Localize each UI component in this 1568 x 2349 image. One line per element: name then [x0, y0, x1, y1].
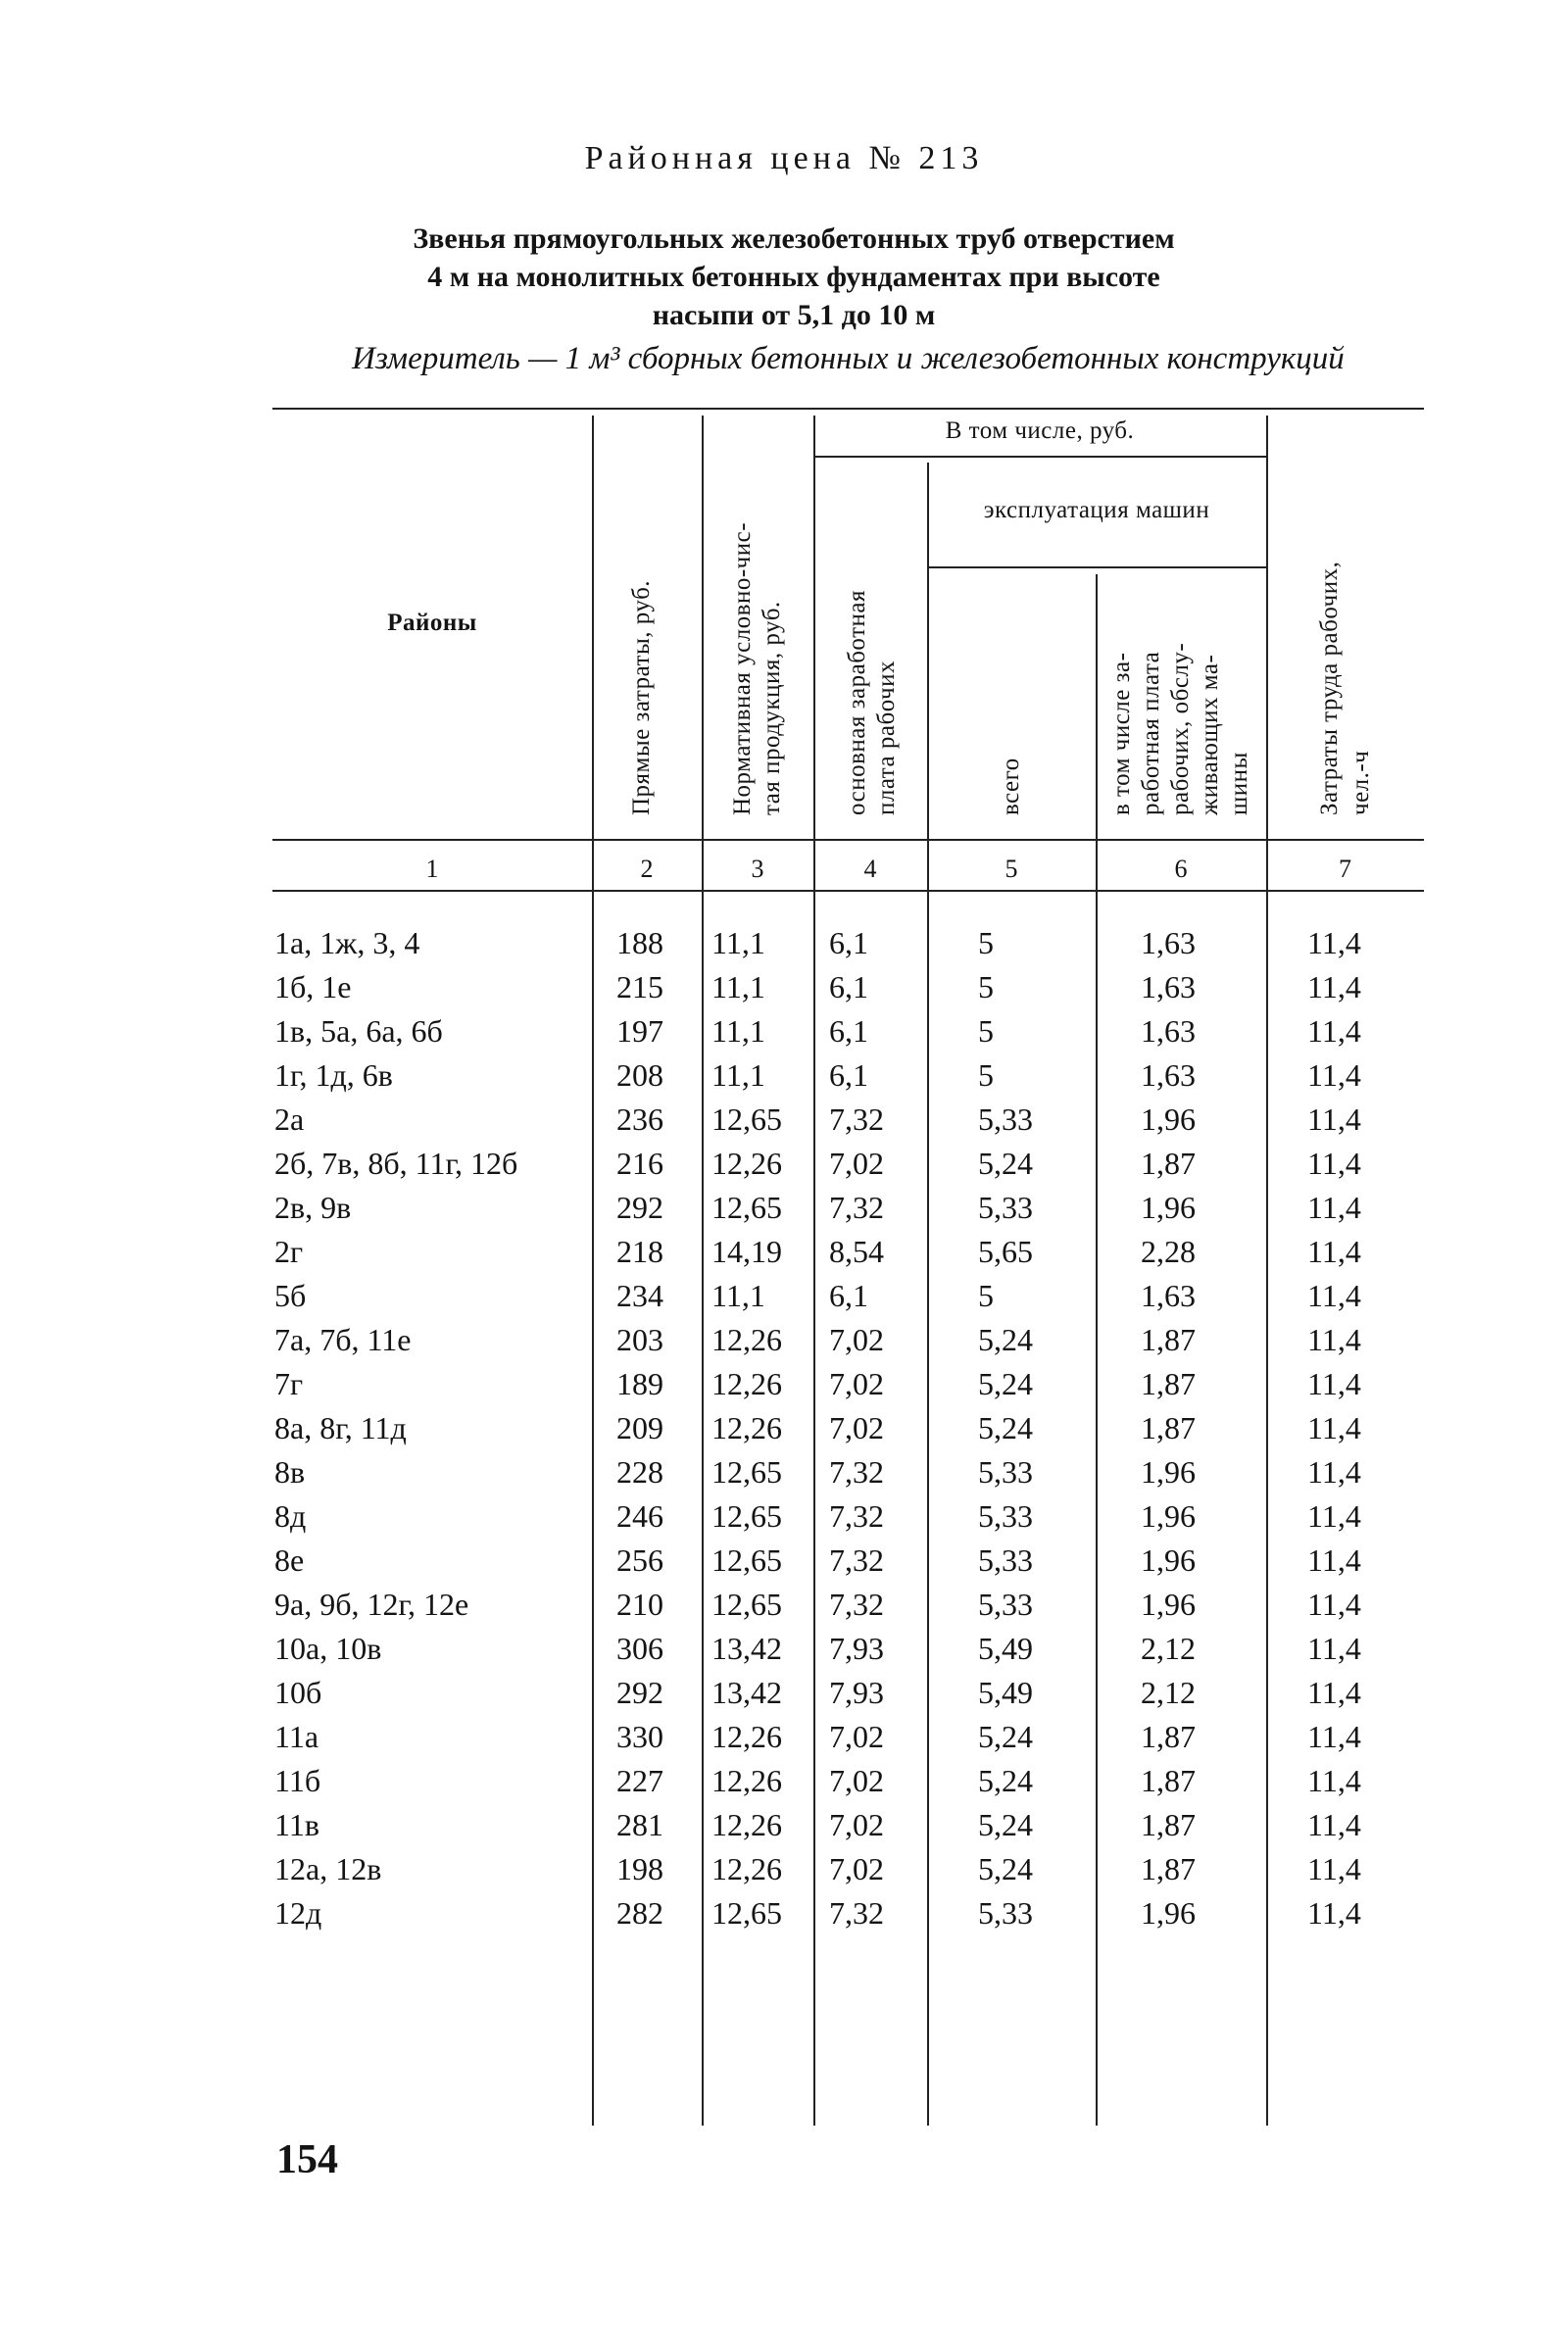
district-cell: 8е [274, 1542, 305, 1578]
labor-cell: 11,4 [1307, 1190, 1361, 1225]
normative-cell: 12,26 [711, 1410, 782, 1445]
district-cell: 5б [274, 1278, 307, 1313]
direct-costs-cell: 330 [616, 1719, 663, 1754]
table-row [0, 1807, 1568, 1851]
table-row [0, 925, 1568, 969]
table-row [0, 1719, 1568, 1763]
labor-cell: 11,4 [1307, 1322, 1361, 1357]
direct-costs-cell: 306 [616, 1631, 663, 1666]
table-row [0, 1278, 1568, 1322]
direct-costs-cell: 256 [616, 1542, 663, 1578]
labor-cell: 11,4 [1307, 1278, 1361, 1313]
direct-costs-cell: 236 [616, 1101, 663, 1137]
wages-cell: 7,93 [829, 1631, 884, 1666]
normative-cell: 11,1 [711, 1278, 765, 1313]
wages-cell: 7,02 [829, 1851, 884, 1886]
table-row [0, 1542, 1568, 1587]
machines-total-cell: 5 [978, 1278, 994, 1313]
machines-total-cell: 5,24 [978, 1366, 1033, 1401]
wages-cell: 7,02 [829, 1366, 884, 1401]
wages-cell: 7,32 [829, 1895, 884, 1931]
normative-cell: 12,26 [711, 1851, 782, 1886]
labor-cell: 11,4 [1307, 1631, 1361, 1666]
machine-wages-cell: 1,96 [1141, 1542, 1196, 1578]
machine-wages-cell: 1,96 [1141, 1895, 1196, 1931]
table-row [0, 1763, 1568, 1807]
district-cell: 2а [274, 1101, 305, 1137]
labor-cell: 11,4 [1307, 1101, 1361, 1137]
machines-total-cell: 5 [978, 1057, 994, 1093]
machines-rule [927, 566, 1266, 568]
normative-cell: 13,42 [711, 1675, 782, 1710]
header-labor-line: чел.-ч [1348, 750, 1374, 815]
machine-wages-cell: 1,96 [1141, 1101, 1196, 1137]
wages-cell: 7,02 [829, 1763, 884, 1798]
page-title: Районная цена № 213 [584, 140, 984, 176]
machines-total-cell: 5 [978, 1013, 994, 1049]
machine-wages-cell: 2,12 [1141, 1675, 1196, 1710]
header-machine-wages-line: работная плата [1138, 651, 1164, 815]
wages-cell: 7,02 [829, 1322, 884, 1357]
machines-total-cell: 5 [978, 969, 994, 1004]
header-normative-line: тая продукция, руб. [759, 601, 785, 815]
direct-costs-cell: 215 [616, 969, 663, 1004]
column-number: 3 [751, 855, 764, 883]
header-machines: эксплуатация машин [983, 497, 1210, 523]
machine-wages-cell: 1,87 [1141, 1807, 1196, 1842]
header-direct-costs: Прямые затраты, руб. [628, 579, 655, 815]
direct-costs-cell: 188 [616, 925, 663, 960]
direct-costs-cell: 292 [616, 1190, 663, 1225]
column-number: 2 [640, 855, 654, 883]
wages-cell: 6,1 [829, 1278, 868, 1313]
table-row [0, 969, 1568, 1013]
wages-cell: 7,32 [829, 1587, 884, 1622]
machine-wages-cell: 1,87 [1141, 1366, 1196, 1401]
labor-cell: 11,4 [1307, 1454, 1361, 1490]
normative-cell: 12,26 [711, 1146, 782, 1181]
machine-wages-cell: 1,87 [1141, 1410, 1196, 1445]
column-number: 1 [425, 855, 439, 883]
header-machine-wages-line: в том числе за- [1108, 652, 1135, 815]
table-row [0, 1146, 1568, 1190]
normative-cell: 11,1 [711, 1013, 765, 1049]
labor-cell: 11,4 [1307, 1366, 1361, 1401]
machines-total-cell: 5,24 [978, 1322, 1033, 1357]
labor-cell: 11,4 [1307, 1851, 1361, 1886]
numbers-bottom-rule [272, 890, 1424, 892]
district-cell: 8а, 8г, 11д [274, 1410, 407, 1445]
wages-cell: 7,02 [829, 1807, 884, 1842]
machines-total-cell: 5,24 [978, 1410, 1033, 1445]
district-cell: 7г [274, 1366, 304, 1401]
machines-total-cell: 5,24 [978, 1851, 1033, 1886]
table-row [0, 1895, 1568, 1939]
machine-wages-cell: 1,96 [1141, 1190, 1196, 1225]
direct-costs-cell: 281 [616, 1807, 663, 1842]
table-row [0, 1366, 1568, 1410]
column-number: 6 [1174, 855, 1188, 883]
wages-cell: 7,02 [829, 1410, 884, 1445]
table-row [0, 1631, 1568, 1675]
subtitle-line: Звенья прямоугольных железобетонных труб отверстием [413, 222, 1175, 255]
wages-cell: 6,1 [829, 1013, 868, 1049]
table-row [0, 1454, 1568, 1498]
column-number: 5 [1004, 855, 1018, 883]
labor-cell: 11,4 [1307, 1542, 1361, 1578]
machine-wages-cell: 1,63 [1141, 1013, 1196, 1049]
normative-cell: 12,65 [711, 1542, 782, 1578]
district-cell: 1в, 5а, 6а, 6б [274, 1013, 443, 1049]
district-cell: 1б, 1е [274, 969, 352, 1004]
machines-total-cell: 5,33 [978, 1587, 1033, 1622]
normative-cell: 14,19 [711, 1234, 782, 1269]
normative-cell: 12,26 [711, 1763, 782, 1798]
wages-cell: 6,1 [829, 1057, 868, 1093]
machine-wages-cell: 1,87 [1141, 1146, 1196, 1181]
machine-wages-cell: 1,63 [1141, 969, 1196, 1004]
normative-cell: 12,26 [711, 1807, 782, 1842]
labor-cell: 11,4 [1307, 1719, 1361, 1754]
machine-wages-cell: 1,87 [1141, 1322, 1196, 1357]
direct-costs-cell: 246 [616, 1498, 663, 1534]
table-top-rule [272, 408, 1424, 410]
machine-wages-cell: 1,96 [1141, 1454, 1196, 1490]
direct-costs-cell: 228 [616, 1454, 663, 1490]
district-cell: 1г, 1д, 6в [274, 1057, 393, 1093]
machines-total-cell: 5,24 [978, 1807, 1033, 1842]
header-bottom-rule [272, 839, 1424, 841]
including-rule [813, 456, 1266, 458]
normative-cell: 13,42 [711, 1631, 782, 1666]
machine-wages-cell: 1,87 [1141, 1851, 1196, 1886]
normative-cell: 12,65 [711, 1190, 782, 1225]
table-row [0, 1101, 1568, 1146]
labor-cell: 11,4 [1307, 1498, 1361, 1534]
wages-cell: 7,32 [829, 1498, 884, 1534]
district-cell: 2г [274, 1234, 304, 1269]
machine-wages-cell: 2,12 [1141, 1631, 1196, 1666]
district-cell: 12д [274, 1895, 322, 1931]
labor-cell: 11,4 [1307, 969, 1361, 1004]
labor-cell: 11,4 [1307, 1895, 1361, 1931]
header-machine-wages-line: живающих ма- [1197, 654, 1223, 815]
district-cell: 8в [274, 1454, 306, 1490]
labor-cell: 11,4 [1307, 1587, 1361, 1622]
machines-total-cell: 5,33 [978, 1101, 1033, 1137]
labor-cell: 11,4 [1307, 925, 1361, 960]
direct-costs-cell: 197 [616, 1013, 663, 1049]
wages-cell: 7,32 [829, 1190, 884, 1225]
column-number: 7 [1339, 855, 1351, 883]
normative-cell: 12,65 [711, 1101, 782, 1137]
district-cell: 11в [274, 1807, 319, 1842]
district-cell: 7а, 7б, 11е [274, 1322, 412, 1357]
table-row [0, 1587, 1568, 1631]
table-row [0, 1410, 1568, 1454]
normative-cell: 11,1 [711, 925, 765, 960]
machines-total-cell: 5,33 [978, 1542, 1033, 1578]
column-number: 4 [863, 855, 877, 883]
direct-costs-cell: 209 [616, 1410, 663, 1445]
machine-wages-cell: 1,63 [1141, 925, 1196, 960]
table-row [0, 1190, 1568, 1234]
labor-cell: 11,4 [1307, 1763, 1361, 1798]
labor-cell: 11,4 [1307, 1146, 1361, 1181]
normative-cell: 12,65 [711, 1895, 782, 1931]
wages-cell: 7,32 [829, 1454, 884, 1490]
machines-total-cell: 5,65 [978, 1234, 1033, 1269]
labor-cell: 11,4 [1307, 1013, 1361, 1049]
machine-wages-cell: 1,87 [1141, 1719, 1196, 1754]
direct-costs-cell: 227 [616, 1763, 663, 1798]
wages-cell: 6,1 [829, 925, 868, 960]
district-cell: 2в, 9в [274, 1190, 352, 1225]
table-row [0, 1057, 1568, 1101]
machines-total-cell: 5,33 [978, 1498, 1033, 1534]
machines-total-cell: 5,24 [978, 1719, 1033, 1754]
machine-wages-cell: 1,96 [1141, 1587, 1196, 1622]
table-row [0, 1322, 1568, 1366]
wages-cell: 7,32 [829, 1101, 884, 1137]
header-wages-line: основная заработная [844, 590, 870, 815]
direct-costs-cell: 216 [616, 1146, 663, 1181]
machine-wages-cell: 1,63 [1141, 1057, 1196, 1093]
table-row [0, 1234, 1568, 1278]
machines-total-cell: 5,24 [978, 1146, 1033, 1181]
header-wages-line: плата рабочих [873, 660, 900, 815]
labor-cell: 11,4 [1307, 1675, 1361, 1710]
district-cell: 11б [274, 1763, 321, 1798]
district-cell: 10б [274, 1675, 322, 1710]
header-including: В том числе, руб. [945, 417, 1135, 444]
table-row [0, 1498, 1568, 1542]
machines-total-cell: 5,24 [978, 1763, 1033, 1798]
header-total: всего [998, 758, 1024, 815]
machines-total-cell: 5,33 [978, 1190, 1033, 1225]
district-cell: 10а, 10в [274, 1631, 382, 1666]
labor-cell: 11,4 [1307, 1057, 1361, 1093]
machines-total-cell: 5,33 [978, 1895, 1033, 1931]
machines-total-cell: 5,49 [978, 1675, 1033, 1710]
direct-costs-cell: 292 [616, 1675, 663, 1710]
direct-costs-cell: 282 [616, 1895, 663, 1931]
wages-cell: 8,54 [829, 1234, 884, 1269]
normative-cell: 12,65 [711, 1454, 782, 1490]
table-row [0, 1851, 1568, 1895]
district-cell: 1а, 1ж, 3, 4 [274, 925, 420, 960]
machines-total-cell: 5 [978, 925, 994, 960]
normative-cell: 12,26 [711, 1719, 782, 1754]
header-normative-line: Нормативная условно-чис- [729, 521, 756, 815]
district-cell: 9а, 9б, 12г, 12е [274, 1587, 469, 1622]
district-cell: 12а, 12в [274, 1851, 382, 1886]
table-row [0, 1675, 1568, 1719]
wages-cell: 7,32 [829, 1542, 884, 1578]
district-cell: 8д [274, 1498, 307, 1534]
machine-wages-cell: 1,87 [1141, 1763, 1196, 1798]
subtitle [333, 220, 1254, 334]
normative-cell: 11,1 [711, 969, 765, 1004]
measure-unit: Измеритель — 1 м³ сборных бетонных и железобетонных конструкций [352, 341, 1345, 376]
header-labor-line: Затраты труда рабочих, [1316, 561, 1343, 815]
district-cell: 2б, 7в, 8б, 11г, 12б [274, 1146, 518, 1181]
direct-costs-cell: 218 [616, 1234, 663, 1269]
wages-cell: 7,02 [829, 1146, 884, 1181]
labor-cell: 11,4 [1307, 1234, 1361, 1269]
machine-wages-cell: 2,28 [1141, 1234, 1196, 1269]
direct-costs-cell: 210 [616, 1587, 663, 1622]
machines-total-cell: 5,33 [978, 1454, 1033, 1490]
machines-total-cell: 5,49 [978, 1631, 1033, 1666]
header-districts: Районы [387, 610, 477, 636]
subtitle-line: 4 м на монолитных бетонных фундаментах при высоте [427, 261, 1160, 293]
normative-cell: 11,1 [711, 1057, 765, 1093]
table-row [0, 1013, 1568, 1057]
labor-cell: 11,4 [1307, 1410, 1361, 1445]
normative-cell: 12,65 [711, 1498, 782, 1534]
machine-wages-cell: 1,96 [1141, 1498, 1196, 1534]
direct-costs-cell: 208 [616, 1057, 663, 1093]
district-cell: 11а [274, 1719, 319, 1754]
wages-cell: 6,1 [829, 969, 868, 1004]
labor-cell: 11,4 [1307, 1807, 1361, 1842]
wages-cell: 7,02 [829, 1719, 884, 1754]
header-machine-wages-line: шины [1226, 752, 1252, 815]
direct-costs-cell: 198 [616, 1851, 663, 1886]
header-machine-wages-line: рабочих, обслу- [1167, 642, 1194, 815]
subtitle-line: насыпи от 5,1 до 10 м [652, 299, 936, 331]
wages-cell: 7,93 [829, 1675, 884, 1710]
direct-costs-cell: 189 [616, 1366, 663, 1401]
normative-cell: 12,26 [711, 1366, 782, 1401]
normative-cell: 12,65 [711, 1587, 782, 1622]
direct-costs-cell: 203 [616, 1322, 663, 1357]
direct-costs-cell: 234 [616, 1278, 663, 1313]
normative-cell: 12,26 [711, 1322, 782, 1357]
machine-wages-cell: 1,63 [1141, 1278, 1196, 1313]
page-number: 154 [276, 2137, 338, 2182]
